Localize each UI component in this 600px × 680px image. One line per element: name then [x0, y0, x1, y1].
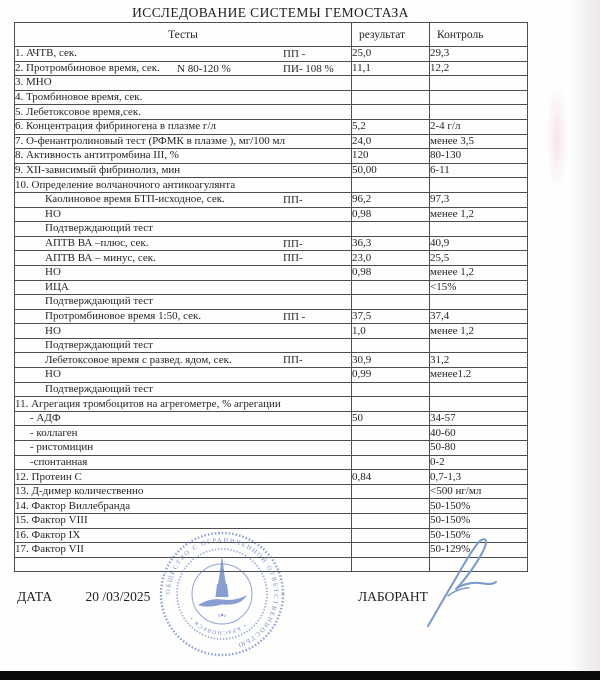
- test-label: 1. АЧТВ, сек.: [15, 47, 77, 60]
- test-label: НО: [45, 324, 61, 337]
- result-cell: 0,99: [352, 368, 430, 383]
- control-cell: 40,9: [430, 236, 528, 251]
- control-cell: 6-11: [430, 163, 528, 178]
- test-name-cell: [15, 149, 352, 164]
- result-cell: [352, 528, 430, 543]
- table-row: [15, 192, 528, 207]
- test-pp-annotation: ПИ- 108 %: [283, 62, 334, 75]
- table-row: [15, 426, 528, 441]
- table-row: [15, 76, 528, 91]
- test-label: Лебетоксовое время с развед. ядом, сек.: [45, 353, 232, 366]
- control-cell: 0-2: [430, 455, 528, 470]
- result-cell: [352, 295, 430, 310]
- table-row: [15, 207, 528, 222]
- test-name-cell: [15, 368, 352, 383]
- control-cell: 31,2: [430, 353, 528, 368]
- test-label: 14. Фактор Виллебранда: [15, 499, 131, 512]
- test-label: Каолиновое время БТП-исходное, сек.: [45, 193, 225, 206]
- test-label: АПТВ ВА –плюс, сек.: [45, 237, 149, 250]
- control-cell: [430, 382, 528, 397]
- test-label: 6. Концентрация фибриногена в плазме г/л: [15, 120, 216, 133]
- control-cell: 50-150%: [430, 499, 528, 514]
- results-table-body: [15, 47, 528, 572]
- control-cell: [430, 397, 528, 412]
- test-label: Подтверждающий тест: [45, 222, 153, 235]
- control-cell: 34-57: [430, 411, 528, 426]
- test-name-cell: [15, 411, 352, 426]
- result-cell: 5,2: [352, 119, 430, 134]
- result-cell: 0,84: [352, 470, 430, 485]
- test-label: НО: [45, 368, 61, 381]
- result-cell: [352, 382, 430, 397]
- table-row: [15, 353, 528, 368]
- result-cell: [352, 484, 430, 499]
- table-row: [15, 338, 528, 353]
- test-name-cell: [15, 265, 352, 280]
- control-cell: 2-4 г/л: [430, 119, 528, 134]
- test-name-cell: [15, 470, 352, 485]
- test-label: 17. Фактор VII: [15, 543, 84, 556]
- table-row: [15, 295, 528, 310]
- test-name-cell: [15, 484, 352, 499]
- control-cell: 50-150%: [430, 528, 528, 543]
- test-label: Подтверждающий тест: [45, 339, 153, 352]
- test-norm-annotation: N 80-120 %: [177, 62, 231, 75]
- result-cell: [352, 397, 430, 412]
- scan-bottom-bar: [0, 671, 600, 680]
- date-label: ДАТА: [17, 589, 53, 604]
- control-cell: 25,5: [430, 251, 528, 266]
- test-name-cell: [15, 397, 352, 412]
- test-name-cell: [15, 295, 352, 310]
- table-row: [15, 280, 528, 295]
- test-pp-annotation: ПП-: [283, 237, 303, 250]
- test-label: - коллаген: [30, 426, 78, 439]
- table-row: [15, 309, 528, 324]
- test-name-cell: [15, 251, 352, 266]
- result-cell: [352, 222, 430, 237]
- test-name-cell: [15, 119, 352, 134]
- test-pp-annotation: ПП-: [283, 193, 303, 206]
- test-name-cell: [15, 163, 352, 178]
- control-cell: 50-129%: [430, 543, 528, 558]
- control-cell: 50-150%: [430, 514, 528, 529]
- table-row: [15, 90, 528, 105]
- table-row: [15, 47, 528, 62]
- table-row: [15, 499, 528, 514]
- test-label: 15. Фактор VIII: [15, 514, 88, 527]
- test-pp-annotation: ПП -: [283, 310, 306, 323]
- scan-smudge-artifact: [546, 82, 568, 192]
- result-cell: 23,0: [352, 251, 430, 266]
- control-cell: [430, 295, 528, 310]
- table-row: [15, 163, 528, 178]
- table-row: [15, 324, 528, 339]
- table-row: [15, 222, 528, 237]
- result-cell: 50,00: [352, 163, 430, 178]
- result-cell: 25,0: [352, 47, 430, 62]
- control-cell: 97,3: [430, 192, 528, 207]
- result-cell: 36,3: [352, 236, 430, 251]
- stamp-inner-text: • КРАСНОЯРСК •: [188, 614, 247, 636]
- signature: [424, 534, 516, 630]
- result-cell: 120: [352, 149, 430, 164]
- result-cell: 96,2: [352, 192, 430, 207]
- result-cell: [352, 499, 430, 514]
- control-cell: менее 3,5: [430, 134, 528, 149]
- test-label: 2. Протромбиновое время, сек.: [15, 61, 160, 74]
- table-row: [15, 397, 528, 412]
- test-pp-annotation: ПП-: [283, 354, 303, 367]
- control-cell: 12,2: [430, 61, 528, 76]
- page-title: ИССЛЕДОВАНИЕ СИСТЕМЫ ГЕМОСТАЗА: [132, 5, 409, 20]
- test-label: 13. Д-димер количественно: [15, 485, 144, 498]
- control-cell: [430, 338, 528, 353]
- control-cell: [430, 105, 528, 120]
- control-cell: 29,3: [430, 47, 528, 62]
- test-label: 7. О-фенантролиновый тест (РФМК в плазме ), мг/100 мл: [15, 134, 285, 147]
- result-cell: [352, 441, 430, 456]
- test-name-cell: [15, 236, 352, 251]
- test-label: 12. Протеин С: [15, 470, 82, 483]
- test-label: АПТВ ВА – минус, сек.: [45, 251, 156, 264]
- control-cell: <15%: [430, 280, 528, 295]
- test-label: 11. Агрегация тромбоцитов на агрегометре, % агрегации: [15, 397, 281, 410]
- table-row: [15, 61, 528, 76]
- test-name-cell: [15, 309, 352, 324]
- table-row: [15, 484, 528, 499]
- table-row: [15, 382, 528, 397]
- test-name-cell: [15, 222, 352, 237]
- test-label: 16. Фактор IX: [15, 528, 81, 541]
- control-cell: 40-60: [430, 426, 528, 441]
- test-name-cell: [15, 382, 352, 397]
- result-cell: [352, 426, 430, 441]
- table-row: [15, 134, 528, 149]
- test-label: Подтверждающий тест: [45, 295, 153, 308]
- test-pp-annotation: ПП -: [283, 48, 306, 60]
- table-row: [15, 251, 528, 266]
- test-pp-annotation: ПП-: [283, 252, 303, 265]
- result-cell: 50: [352, 411, 430, 426]
- result-cell: 30,9: [352, 353, 430, 368]
- table-row: [15, 455, 528, 470]
- test-name-cell: [15, 280, 352, 295]
- test-label: - АДФ: [30, 412, 61, 425]
- result-cell: [352, 280, 430, 295]
- control-cell: менее 1,2: [430, 324, 528, 339]
- test-label: -спонтанная: [30, 455, 88, 468]
- test-label: ИЦА: [45, 280, 69, 293]
- table-row: [15, 236, 528, 251]
- test-label: Протромбиновое время 1:50, сек.: [45, 309, 202, 322]
- table-row: [15, 105, 528, 120]
- test-name-cell: [15, 178, 352, 193]
- result-cell: [352, 455, 430, 470]
- control-cell: [430, 178, 528, 193]
- stamp-outer-text: ОБЩЕСТВО С ОГРАНИЧЕННОЙ ОТВЕТСТВЕННОСТЬЮ: [164, 536, 280, 649]
- control-cell: [430, 222, 528, 237]
- test-label: 4. Тромбиновое время, сек.: [15, 91, 143, 104]
- result-cell: [352, 557, 430, 572]
- test-name-cell: [15, 455, 352, 470]
- result-cell: [352, 90, 430, 105]
- result-cell: 0,98: [352, 207, 430, 222]
- column-header-control: Контроль: [430, 23, 528, 47]
- test-name-cell: [15, 499, 352, 514]
- table-row: [15, 411, 528, 426]
- result-cell: [352, 543, 430, 558]
- test-label: 3. МНО: [15, 76, 52, 89]
- test-name-cell: [15, 192, 352, 207]
- date-line: [17, 589, 150, 605]
- test-name-cell: [15, 207, 352, 222]
- result-cell: [352, 514, 430, 529]
- table-row: [15, 441, 528, 456]
- round-stamp: [152, 524, 292, 664]
- table-row: [15, 470, 528, 485]
- table-row: [15, 265, 528, 280]
- result-cell: [352, 178, 430, 193]
- test-label: НО: [45, 207, 61, 220]
- control-cell: 37,4: [430, 309, 528, 324]
- test-label: 8. Активность антитромбина III, %: [15, 149, 179, 162]
- control-cell: 80-130: [430, 149, 528, 164]
- date-value: 20 /03/2025: [85, 589, 151, 604]
- test-name-cell: [15, 353, 352, 368]
- test-name-cell: [15, 90, 352, 105]
- result-cell: 24,0: [352, 134, 430, 149]
- control-cell: менее 1,2: [430, 265, 528, 280]
- test-label: Подтверждающий тест: [45, 382, 153, 395]
- laborant-label: ЛАБОРАНТ: [358, 589, 428, 604]
- test-label: - ристомицин: [30, 441, 94, 454]
- control-cell: [430, 90, 528, 105]
- test-name-cell: [15, 76, 352, 91]
- test-name-cell: [15, 61, 352, 76]
- test-name-cell: [15, 441, 352, 456]
- table-header-row: [15, 23, 528, 47]
- test-label: 9. XII-зависимый фибринолиз, мин: [15, 164, 181, 177]
- test-name-cell: [15, 426, 352, 441]
- table-row: [15, 119, 528, 134]
- result-cell: [352, 338, 430, 353]
- column-header-result: результат: [352, 23, 430, 47]
- test-label: НО: [45, 266, 61, 279]
- result-cell: 1,0: [352, 324, 430, 339]
- test-name-cell: [15, 134, 352, 149]
- result-cell: [352, 76, 430, 91]
- table-row: [15, 178, 528, 193]
- control-cell: менее1.2: [430, 368, 528, 383]
- control-cell: [430, 76, 528, 91]
- result-cell: 37,5: [352, 309, 430, 324]
- test-label: 5. Лебетоксовое время,сек.: [15, 105, 141, 118]
- stamp-tower-icon: [198, 556, 247, 617]
- table-row: [15, 149, 528, 164]
- control-cell: менее 1,2: [430, 207, 528, 222]
- result-cell: [352, 105, 430, 120]
- test-name-cell: [15, 47, 352, 62]
- column-header-tests: Тесты: [15, 23, 352, 47]
- control-cell: <500 нг/мл: [430, 484, 528, 499]
- control-cell: 50-80: [430, 441, 528, 456]
- test-label: 10. Определение волчаночного антикоагулянта: [15, 178, 236, 191]
- result-cell: 0,98: [352, 265, 430, 280]
- control-cell: 0,7-1,3: [430, 470, 528, 485]
- test-name-cell: [15, 338, 352, 353]
- table-row: [15, 368, 528, 383]
- test-name-cell: [15, 105, 352, 120]
- scan-edge-shade: [570, 0, 600, 671]
- hemostasis-results-table: [14, 22, 528, 572]
- result-cell: 11,1: [352, 61, 430, 76]
- test-name-cell: [15, 324, 352, 339]
